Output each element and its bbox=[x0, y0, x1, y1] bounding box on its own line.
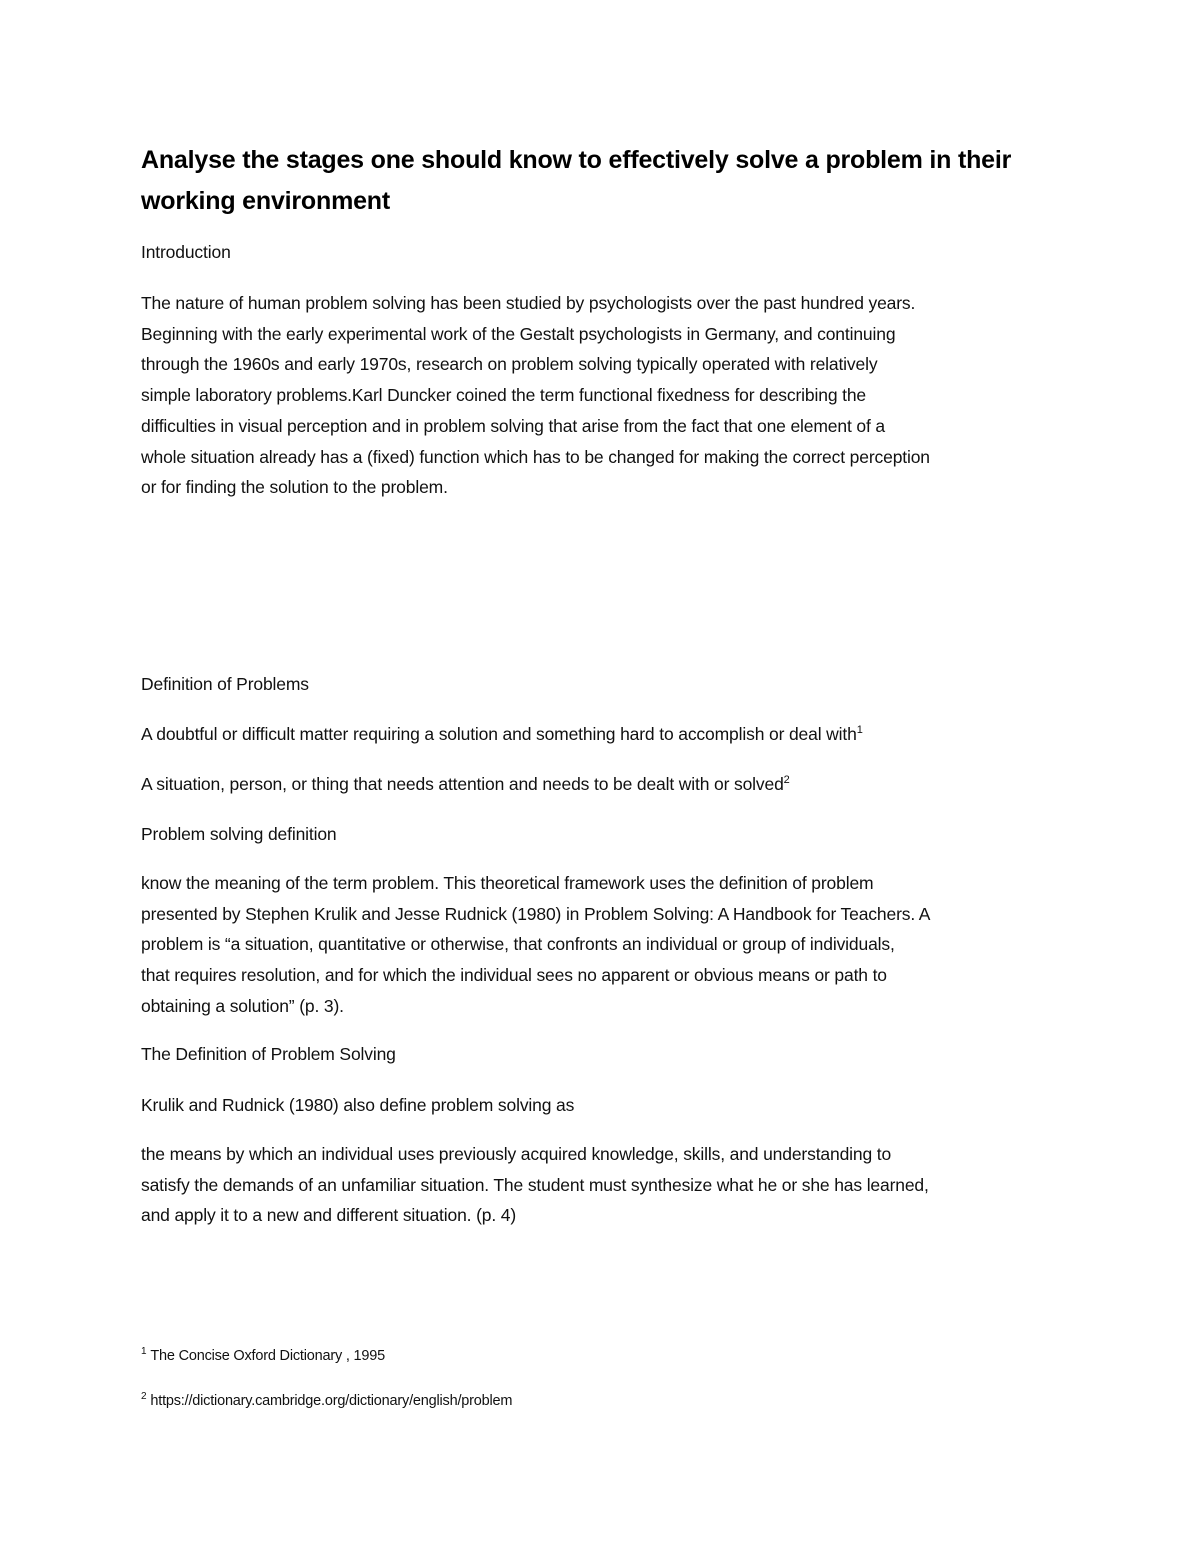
definition-1 bbox=[141, 719, 1071, 750]
means-line-1: the means by which an individual uses previously acquired knowledge, skills, and understanding to bbox=[141, 1144, 892, 1164]
footnote-ref-2[interactable]: 2 bbox=[783, 774, 790, 787]
introduction-heading: Introduction bbox=[141, 242, 231, 262]
intro-line-2: Beginning with the early experimental work of the Gestalt psychologists in Germany, and continuing bbox=[141, 323, 896, 344]
definition-of-problem-solving-heading: The Definition of Problem Solving bbox=[141, 1044, 396, 1064]
problem-solving-definition-paragraph bbox=[141, 868, 1071, 1022]
intro-line-1: The nature of human problem solving has been studied by psychologists over the past hundred years. bbox=[141, 293, 916, 313]
footnote-2 bbox=[141, 1391, 1071, 1411]
definition-1-text: A doubtful or difficult matter requiring a solution and something hard to accomplish or deal with bbox=[141, 724, 857, 744]
footnote-2-mark: 2 bbox=[141, 1391, 147, 1403]
introduction-paragraph bbox=[141, 288, 1071, 503]
intro-line-6: whole situation already has a (fixed) function which has to be changed for making the correct perception bbox=[141, 446, 930, 467]
footnote-1 bbox=[141, 1346, 1071, 1366]
definition-2-text: A situation, person, or thing that needs attention and needs to be dealt with or solved bbox=[141, 774, 784, 794]
footnote-ref-1[interactable]: 1 bbox=[856, 724, 863, 737]
title-line-1: Analyse the stages one should know to effectively solve a problem in their bbox=[141, 146, 1012, 174]
means-line-3: and apply it to a new and different situation. (p. 4) bbox=[141, 1205, 517, 1226]
ps-def-line-2: presented by Stephen Krulik and Jesse Rudnick (1980) in Problem Solving: A Handbook for Teachers. A bbox=[141, 903, 931, 924]
title-line-2: working environment bbox=[141, 187, 391, 215]
definition-2 bbox=[141, 769, 1071, 800]
krulik-rudnick-line: Krulik and Rudnick (1980) also define problem solving as bbox=[141, 1095, 575, 1115]
means-paragraph bbox=[141, 1139, 1071, 1231]
footnote-1-mark: 1 bbox=[141, 1346, 147, 1358]
document-title bbox=[141, 140, 1071, 222]
ps-def-line-4: that requires resolution, and for which the individual sees no apparent or obvious means or path to bbox=[141, 965, 887, 986]
ps-def-line-1: know the meaning of the term problem. This theoretical framework uses the definition of problem bbox=[141, 873, 874, 893]
definition-heading: Definition of Problems bbox=[141, 674, 309, 694]
ps-def-line-5: obtaining a solution” (p. 3). bbox=[141, 995, 344, 1016]
problem-solving-definition-heading: Problem solving definition bbox=[141, 824, 337, 844]
intro-line-3: through the 1960s and early 1970s, research on problem solving typically operated with relatively bbox=[141, 354, 878, 375]
means-line-2: satisfy the demands of an unfamiliar situation. The student must synthesize what he or she has learned, bbox=[141, 1174, 929, 1195]
intro-line-7: or for finding the solution to the problem. bbox=[141, 477, 448, 498]
footnote-2-link[interactable]: https://dictionary.cambridge.org/dictionary/english/problem bbox=[150, 1393, 513, 1409]
intro-line-4: simple laboratory problems.Karl Duncker coined the term functional fixedness for describing the bbox=[141, 385, 866, 406]
footnote-1-text: The Concise Oxford Dictionary , 1995 bbox=[150, 1348, 385, 1364]
ps-def-line-3: problem is “a situation, quantitative or otherwise, that confronts an individual or group of individuals, bbox=[141, 934, 895, 955]
intro-line-5: difficulties in visual perception and in problem solving that arise from the fact that one element of a bbox=[141, 415, 885, 436]
